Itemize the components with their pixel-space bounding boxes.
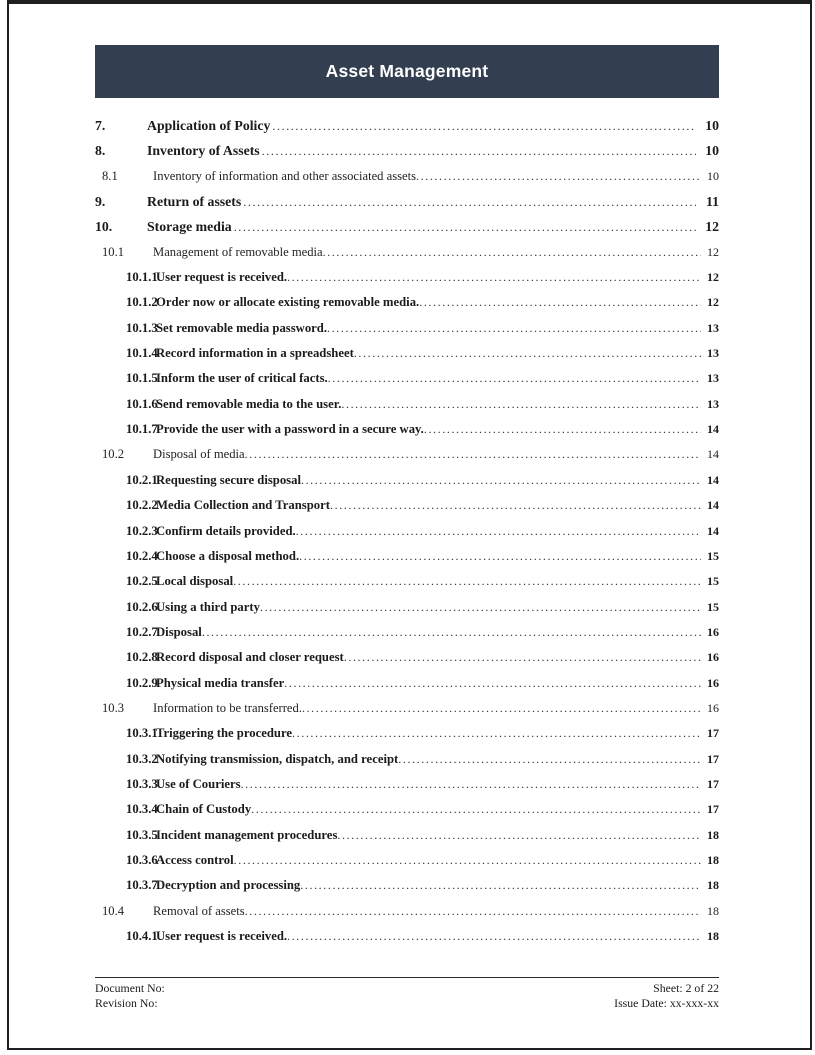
toc-entry-number: 10.2.8 [126, 650, 158, 665]
toc-entry-page-number: 18 [707, 929, 719, 943]
toc-entry-number: 10.2.5 [126, 574, 158, 589]
page-footer [95, 977, 719, 1010]
toc-entry-number: 10.3.6 [126, 852, 158, 867]
toc-entry-label: Physical media transfer [156, 675, 285, 690]
toc-entry[interactable] [95, 366, 719, 391]
toc-entry-number: 10.4.1 [126, 929, 158, 943]
toc-entry-number: 10.4 [102, 903, 125, 918]
dot-leader [245, 442, 701, 467]
toc-entry-number: 10.1.5 [126, 371, 158, 386]
toc-entry-page-number: 12 [707, 270, 719, 285]
toc-entry-number: 10.2.7 [126, 624, 158, 639]
toc-entry-page-number: 18 [707, 878, 719, 893]
toc-entry-page-number: 15 [707, 548, 719, 563]
toc-entry-label: Removal of assets [153, 903, 245, 918]
document-page [7, 0, 812, 1050]
toc-entry[interactable] [95, 899, 719, 924]
table-of-contents [95, 113, 719, 949]
toc-entry-number: 10.3 [102, 700, 125, 715]
toc-entry-page-number: 14 [707, 447, 719, 462]
toc-entry-number: 10. [95, 219, 113, 235]
dot-leader [287, 265, 701, 290]
toc-entry-page-number: 13 [707, 320, 719, 335]
dot-leader [419, 290, 701, 315]
toc-entry[interactable] [95, 417, 719, 442]
toc-entry[interactable] [95, 442, 719, 467]
toc-entry[interactable] [95, 493, 719, 518]
toc-entry-number: 10.2.9 [126, 675, 158, 690]
toc-entry-number: 10.1.1 [126, 270, 158, 285]
dot-leader [337, 823, 701, 848]
dot-leader [292, 721, 701, 746]
dot-leader [202, 620, 701, 645]
document-title-bar [95, 45, 719, 98]
toc-entry-page-number: 12 [707, 295, 719, 310]
toc-entry[interactable] [95, 189, 719, 214]
toc-entry-label: Chain of Custody [156, 802, 252, 817]
toc-entry-number: 10.2 [102, 447, 125, 462]
toc-entry-number: 10.2.2 [126, 498, 158, 513]
document-no-label: Document No: [95, 981, 165, 995]
sheet-number: Sheet: 2 of 22 [653, 981, 719, 995]
dot-leader [301, 468, 701, 493]
toc-entry[interactable] [95, 316, 719, 341]
toc-entry-label: Inform the user of critical facts. [156, 371, 328, 386]
page-title: Asset Management [325, 61, 489, 81]
dot-leader [241, 772, 701, 797]
toc-entry-label: Media Collection and Transport [156, 498, 330, 513]
toc-entry-number: 10.1.6 [126, 396, 158, 411]
dot-leader [272, 113, 696, 138]
toc-entry-label: Use of Couriers [156, 776, 241, 791]
dot-leader [299, 544, 701, 569]
dot-leader [327, 316, 701, 341]
toc-entry-page-number: 10 [705, 143, 719, 159]
toc-entry[interactable] [95, 671, 719, 696]
dot-leader [262, 138, 696, 163]
dot-leader [284, 671, 701, 696]
toc-entry-label: Record disposal and closer request [156, 650, 344, 665]
toc-entry-page-number: 18 [707, 903, 719, 918]
toc-entry-number: 10.2.6 [126, 599, 158, 614]
toc-entry-label: Inventory of Assets [147, 143, 260, 159]
dot-leader [260, 595, 701, 620]
dot-leader [323, 240, 701, 265]
toc-entry-label: Access control [156, 852, 234, 867]
revision-no-label: Revision No: [95, 995, 158, 1010]
toc-entry-page-number: 16 [707, 624, 719, 639]
dot-leader [251, 797, 701, 822]
dot-leader [344, 645, 701, 670]
toc-entry-number: 10.3.1 [126, 726, 158, 741]
toc-entry[interactable] [95, 696, 719, 721]
toc-entry-number: 10.3.3 [126, 776, 158, 791]
toc-entry-page-number: 16 [707, 675, 719, 690]
toc-entry-page-number: 17 [707, 751, 719, 766]
toc-entry[interactable] [95, 772, 719, 797]
toc-entry-number: 10.1.2 [126, 295, 158, 310]
toc-entry[interactable] [95, 873, 719, 898]
dot-leader [233, 569, 701, 594]
toc-entry-label: Local disposal [156, 574, 234, 589]
dot-leader [234, 848, 701, 873]
toc-entry-number: 8.1 [102, 168, 118, 183]
dot-leader [243, 189, 696, 214]
dot-leader [302, 696, 701, 721]
toc-entry-number: 10.3.7 [126, 878, 158, 893]
dot-leader [354, 341, 701, 366]
toc-entry-number: 10.1 [102, 244, 125, 259]
toc-entry-label: Incident management procedures [156, 827, 338, 842]
toc-entry[interactable] [95, 468, 719, 493]
toc-entry-page-number: 13 [707, 371, 719, 386]
dot-leader [287, 924, 701, 949]
toc-entry-page-number: 17 [707, 776, 719, 791]
toc-entry-label: Send removable media to the user. [156, 396, 342, 411]
toc-entry-label: Management of removable media [153, 244, 323, 259]
toc-entry-label: Order now or allocate existing removable media. [156, 295, 420, 310]
toc-entry[interactable] [95, 164, 719, 189]
toc-entry-label: Provide the user with a password in a secure way. [156, 422, 424, 437]
toc-entry-label: Storage media [147, 219, 232, 235]
toc-entry-page-number: 17 [707, 726, 719, 741]
toc-entry-label: Notifying transmission, dispatch, and receipt [156, 751, 399, 766]
toc-entry-number: 10.2.3 [126, 523, 158, 538]
toc-entry[interactable] [95, 797, 719, 822]
issue-date: Issue Date: xx-xxx-xx [614, 995, 719, 1010]
toc-entry-number: 10.1.7 [126, 422, 158, 437]
toc-entry-number: 10.3.2 [126, 751, 158, 766]
toc-entry-page-number: 14 [707, 523, 719, 538]
toc-entry-label: Return of assets [147, 194, 242, 210]
toc-entry-label: Information to be transferred. [153, 700, 302, 715]
toc-entry-page-number: 16 [707, 650, 719, 665]
dot-leader [300, 873, 701, 898]
toc-entry[interactable] [95, 341, 719, 366]
toc-entry-number: 9. [95, 194, 106, 210]
toc-entry-page-number: 10 [707, 168, 719, 183]
toc-entry[interactable] [95, 620, 719, 645]
toc-entry-label: Triggering the procedure [156, 726, 293, 741]
toc-entry-page-number: 11 [705, 194, 719, 210]
toc-entry-number: 10.3.4 [126, 802, 158, 817]
toc-entry-label: User request is received. [156, 929, 288, 943]
toc-entry-page-number: 14 [707, 498, 719, 513]
toc-entry[interactable] [95, 924, 719, 949]
toc-entry[interactable] [95, 265, 719, 290]
toc-entry-label: Choose a disposal method. [156, 548, 300, 563]
toc-entry[interactable] [95, 214, 719, 239]
toc-entry-label: Disposal of media [153, 447, 245, 462]
toc-entry-label: Disposal [156, 624, 202, 639]
toc-entry-page-number: 17 [707, 802, 719, 817]
toc-entry[interactable] [95, 113, 719, 138]
toc-entry[interactable] [95, 645, 719, 670]
dot-leader [330, 493, 701, 518]
footer-right [614, 981, 719, 1010]
toc-entry-page-number: 15 [707, 574, 719, 589]
toc-entry-page-number: 12 [705, 219, 719, 235]
toc-entry[interactable] [95, 392, 719, 417]
dot-leader [424, 417, 701, 442]
dot-leader [341, 392, 701, 417]
toc-entry-number: 10.1.3 [126, 320, 158, 335]
dot-leader [398, 747, 701, 772]
dot-leader [245, 899, 701, 924]
toc-entry-label: Inventory of information and other associated assets [153, 168, 416, 183]
toc-entry-page-number: 13 [707, 346, 719, 361]
footer-left [95, 981, 165, 1010]
toc-entry-page-number: 18 [707, 852, 719, 867]
toc-entry[interactable] [95, 138, 719, 163]
toc-entry-label: Confirm details provided. [156, 523, 296, 538]
toc-entry[interactable] [95, 823, 719, 848]
toc-entry[interactable] [95, 595, 719, 620]
dot-leader [416, 164, 701, 189]
toc-entry-number: 10.3.5 [126, 827, 158, 842]
toc-entry-number: 10.1.4 [126, 346, 158, 361]
toc-entry[interactable] [95, 519, 719, 544]
toc-entry-label: Requesting secure disposal [156, 472, 301, 487]
toc-entry-number: 8. [95, 143, 106, 159]
toc-entry-page-number: 12 [707, 244, 719, 259]
toc-entry-number: 10.2.4 [126, 548, 158, 563]
toc-entry-label: Record information in a spreadsheet [156, 346, 354, 361]
toc-entry-page-number: 15 [707, 599, 719, 614]
toc-entry-label: Decryption and processing [156, 878, 301, 893]
toc-entry-page-number: 16 [707, 700, 719, 715]
toc-entry-number: 7. [95, 118, 106, 133]
toc-entry-page-number: 13 [707, 396, 719, 411]
toc-entry[interactable] [95, 721, 719, 746]
toc-entry[interactable] [95, 747, 719, 772]
dot-leader [328, 366, 701, 391]
toc-entry-page-number: 10 [705, 118, 719, 133]
dot-leader [296, 519, 701, 544]
toc-entry-page-number: 14 [707, 422, 719, 437]
toc-entry-label: Using a third party [156, 599, 260, 614]
toc-entry-label: Application of Policy [147, 118, 271, 133]
toc-entry-label: User request is received. [156, 270, 288, 285]
toc-entry[interactable] [95, 290, 719, 315]
toc-entry-page-number: 14 [707, 472, 719, 487]
toc-entry[interactable] [95, 240, 719, 265]
toc-entry[interactable] [95, 544, 719, 569]
dot-leader [234, 214, 696, 239]
toc-entry[interactable] [95, 569, 719, 594]
toc-entry-number: 10.2.1 [126, 472, 158, 487]
toc-entry-label: Set removable media password. [156, 320, 328, 335]
toc-entry-page-number: 18 [707, 827, 719, 842]
toc-entry[interactable] [95, 848, 719, 873]
